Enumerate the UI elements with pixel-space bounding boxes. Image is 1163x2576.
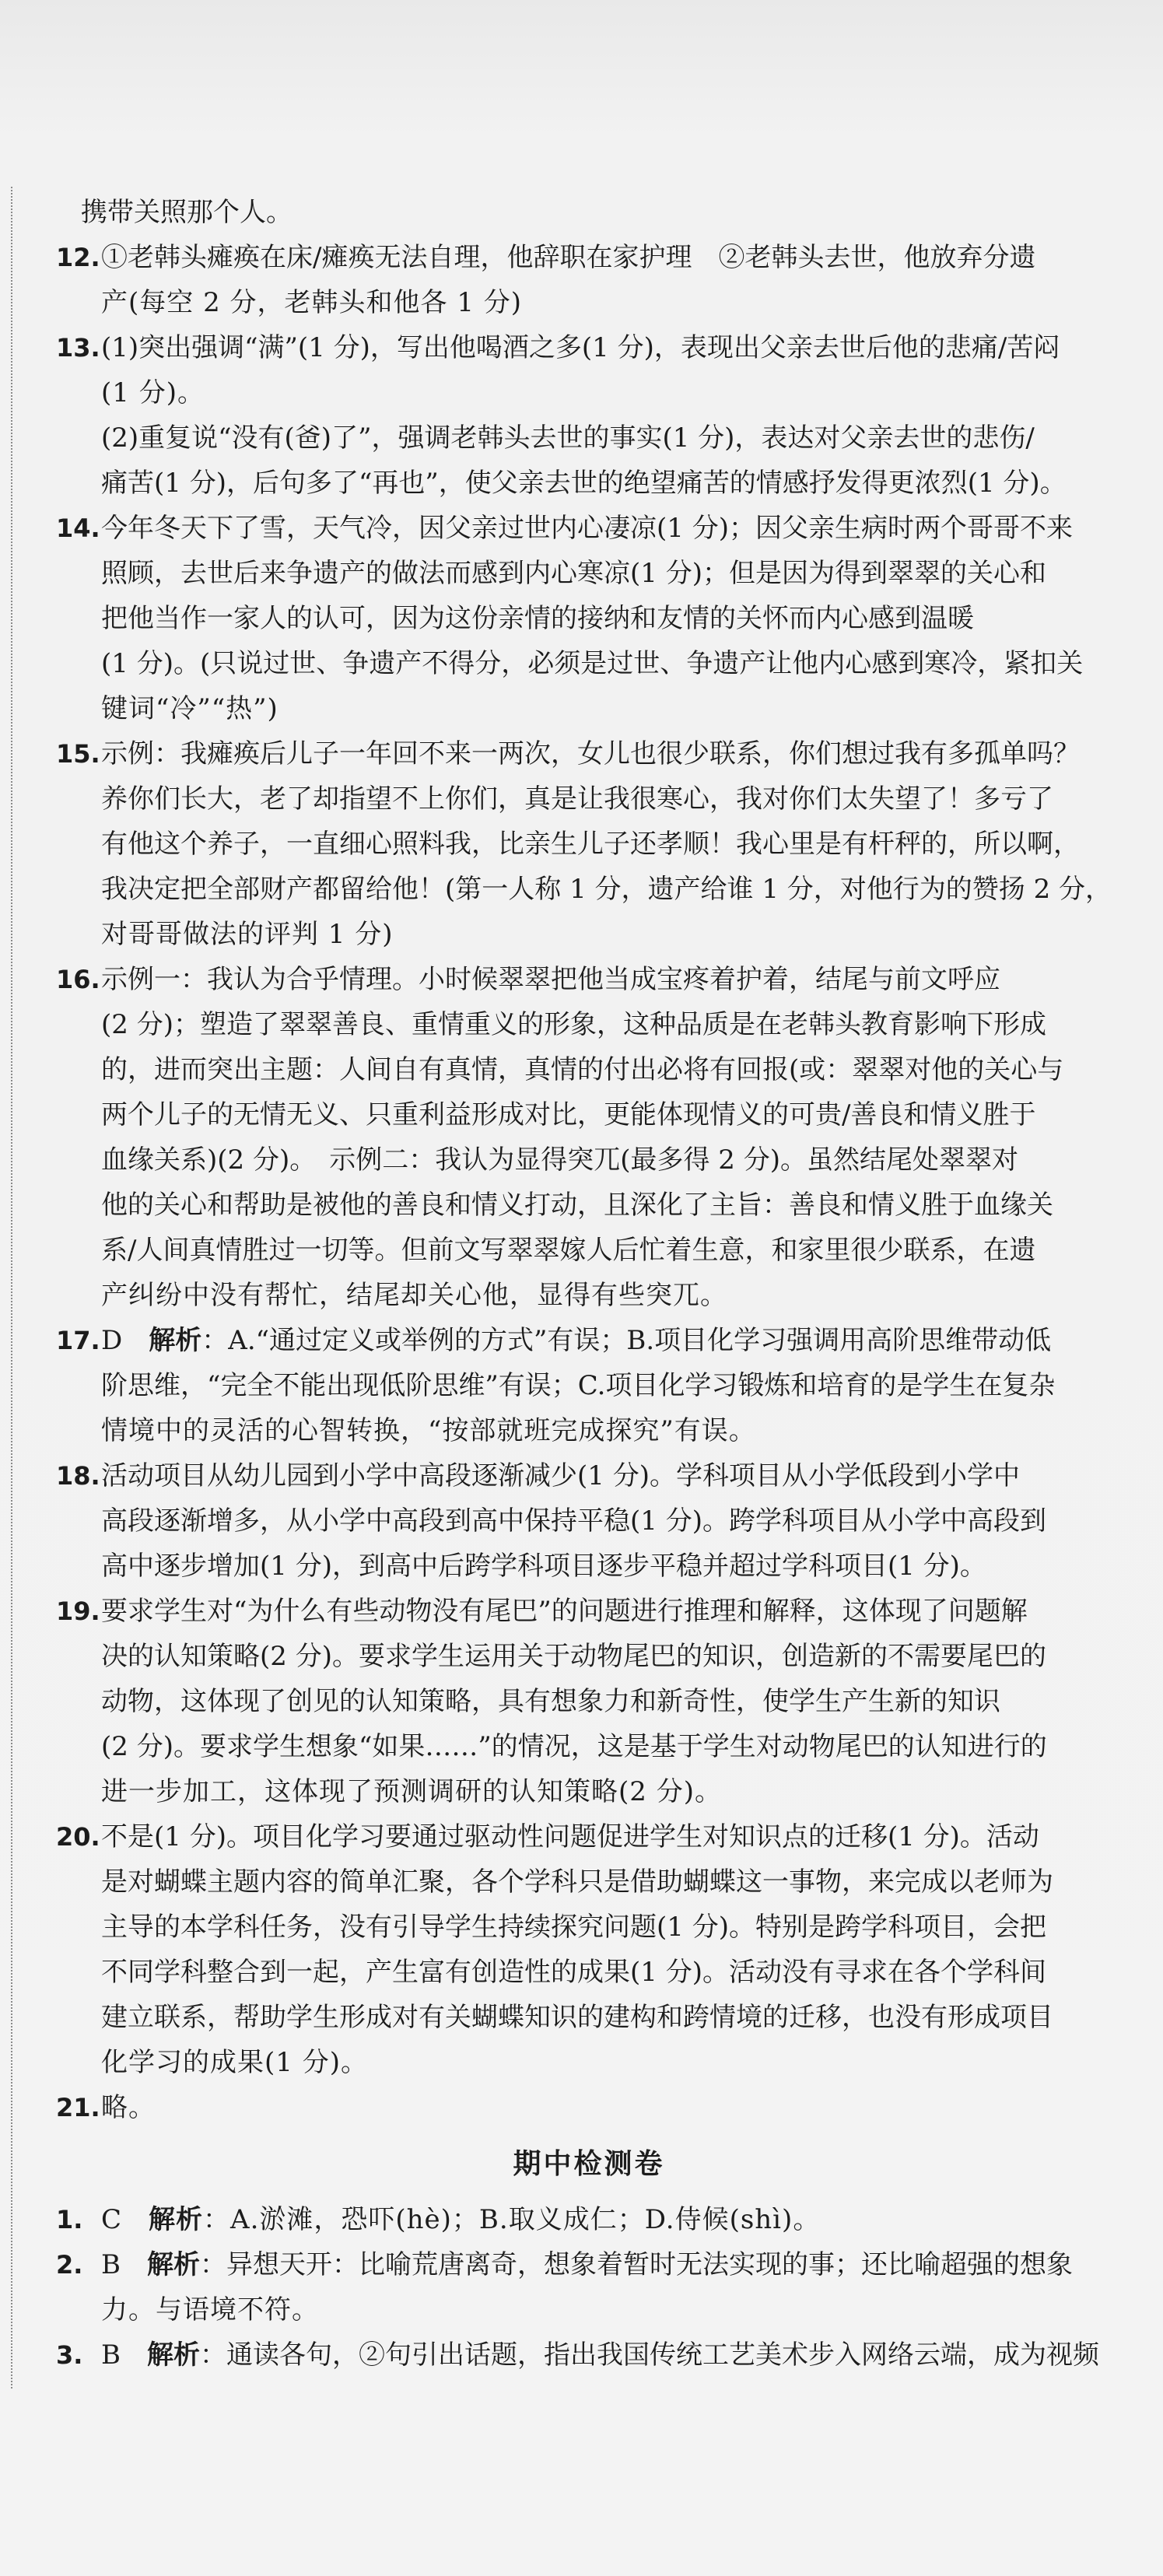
answer-line: 活动项目从幼儿园到小学中高段逐渐减少(1 分)。学科项目从小学低段到小学中 bbox=[101, 1460, 1020, 1491]
question-number: 12. bbox=[56, 243, 100, 272]
page-content bbox=[56, 190, 1122, 2378]
answer-line: (2 分)。要求学生想象“如果……”的情况，这是基于学生对动物尾巴的认知进行的 bbox=[101, 1731, 1047, 1762]
answer-line: 动物，这体现了创见的认知策略，具有想象力和新奇性，使学生产生新的知识 bbox=[101, 1686, 1000, 1717]
answer-line: 主导的本学科任务，没有引导学生持续探究问题(1 分)。特别是跨学科项目，会把 bbox=[101, 1912, 1046, 1943]
mc-answer-1 bbox=[56, 2197, 1122, 2242]
answer-line bbox=[101, 2242, 1122, 2287]
answer-line: 高中逐步增加(1 分)，到高中后跨学科项目逐步平稳并超过学科项目(1 分)。 bbox=[101, 1551, 986, 1582]
answer-choice: B bbox=[101, 2339, 121, 2371]
answer-line: 决的认知策略(2 分)。要求学生运用关于动物尾巴的知识，创造新的不需要尾巴的 bbox=[101, 1641, 1046, 1672]
question-number: 13. bbox=[56, 333, 100, 363]
answer-line: (2)重复说“没有(爸)了”，强调老韩头去世的事实(1 分)，表达对父亲去世的悲伤/ bbox=[101, 422, 1035, 454]
answer-text: ：异想天开：比喻荒唐离奇，想象着暂时无法实现的事；还比喻超强的想象 bbox=[200, 2249, 1073, 2280]
answer-line: 我决定把全部财产都留给他！(第一人称 1 分，遗产给谁 1 分，对他行为的赞扬 2 分， bbox=[101, 874, 1112, 905]
answer-line: 对哥哥做法的评判 1 分) bbox=[101, 919, 394, 950]
binding-margin-line bbox=[11, 187, 12, 2388]
answer-line: 血缘关系)(2 分)。 示例二：我认为显得突兀(最多得 2 分)。虽然结尾处翠翠对 bbox=[101, 1144, 1019, 1176]
mc-answer-2 bbox=[56, 2242, 1122, 2332]
answer-line: (2 分)；塑造了翠翠善良、重情重义的形象，这种品质是在老韩头教育影响下形成 bbox=[101, 1009, 1046, 1040]
answer-line: 不同学科整合到一起，产生富有创造性的成果(1 分)。活动没有寻求在各个学科间 bbox=[101, 1957, 1046, 1988]
question-number: 20. bbox=[56, 1822, 100, 1852]
answer-line: 的，进而突出主题：人间自有真情，真情的付出必将有回报(或：翠翠对他的关心与 bbox=[101, 1054, 1064, 1085]
answer-line: 照顾，去世后来争遗产的做法而感到内心寒凉(1 分)；但是因为得到翠翠的关心和 bbox=[101, 558, 1046, 589]
question-number: 15. bbox=[56, 739, 100, 769]
answer-line: 今年冬天下了雪，天气冷，因父亲过世内心凄凉(1 分)；因父亲生病时两个哥哥不来 bbox=[101, 513, 1073, 544]
answer-17 bbox=[56, 1318, 1122, 1453]
answer-12 bbox=[56, 235, 1122, 325]
answer-line: 阶思维，“完全不能出现低阶思维”有误；C.项目化学习锻炼和培育的是学生在复杂 bbox=[101, 1370, 1056, 1401]
answer-line: 建立联系，帮助学生形成对有关蝴蝶知识的建构和跨情境的迁移，也没有形成项目 bbox=[101, 2002, 1053, 2033]
answer-line: 他的关心和帮助是被他的善良和情义打动，且深化了主旨：善良和情义胜于血缘关 bbox=[101, 1190, 1053, 1221]
answer-18 bbox=[56, 1453, 1122, 1589]
question-number: 18. bbox=[56, 1461, 100, 1491]
answer-14 bbox=[56, 506, 1122, 731]
analysis-label: 解析 bbox=[147, 2249, 200, 2280]
question-number: 3. bbox=[56, 2340, 83, 2370]
answer-line: 略。 bbox=[101, 2092, 156, 2123]
answer-21 bbox=[56, 2085, 1122, 2130]
answer-line: ①老韩头瘫痪在床/瘫痪无法自理，他辞职在家护理 ②老韩头去世，他放弃分遗 bbox=[101, 242, 1036, 273]
answer-line: 痛苦(1 分)，后句多了“再也”，使父亲去世的绝望痛苦的情感抒发得更浓烈(1 分)。 bbox=[101, 468, 1067, 499]
answer-line bbox=[101, 2197, 1122, 2242]
question-number: 2. bbox=[56, 2250, 83, 2280]
answer-line: 养你们长大，老了却指望不上你们，真是让我很寒心，我对你们太失望了！多亏了 bbox=[101, 783, 1053, 815]
analysis-label: 解析 bbox=[147, 2339, 200, 2371]
question-number: 14. bbox=[56, 513, 100, 543]
answer-16 bbox=[56, 957, 1122, 1318]
answer-line: 化学习的成果(1 分)。 bbox=[101, 2047, 368, 2078]
answer-line: 是对蝴蝶主题内容的简单汇聚，各个学科只是借助蝴蝶这一事物，来完成以老师为 bbox=[101, 1866, 1053, 1898]
answer-line: 情境中的灵活的心智转换，“按部就班完成探究”有误。 bbox=[101, 1415, 756, 1446]
question-number: 1. bbox=[56, 2205, 83, 2234]
answer-line: 示例：我瘫痪后儿子一年回不来一两次，女儿也很少联系，你们想过我有多孤单吗？ bbox=[101, 738, 1080, 769]
answer-line bbox=[101, 2332, 1122, 2378]
answer-line: 系/人间真情胜过一切等。但前文写翠翠嫁人后忙着生意，和家里很少联系，在遗 bbox=[101, 1235, 1036, 1266]
answer-line: 要求学生对“为什么有些动物没有尾巴”的问题进行推理和解释，这体现了问题解 bbox=[101, 1596, 1028, 1627]
answer-choice: B bbox=[101, 2249, 121, 2280]
answer-13 bbox=[56, 325, 1122, 506]
answer-line: (1)突出强调“满”(1 分)，写出他喝酒之多(1 分)，表现出父亲去世后他的悲痛/苦闷 bbox=[101, 332, 1060, 363]
answer-line: 进一步加工，这体现了预测调研的认知策略(2 分)。 bbox=[101, 1776, 722, 1807]
question-number: 19. bbox=[56, 1596, 100, 1626]
answer-choice: D bbox=[101, 1325, 123, 1356]
answer-15 bbox=[56, 731, 1122, 957]
analysis-label: 解析 bbox=[149, 1325, 202, 1356]
answer-line: 把他当作一家人的认可，因为这份亲情的接纳和友情的关怀而内心感到温暖 bbox=[101, 603, 974, 634]
answer-line: 不是(1 分)。项目化学习要通过驱动性问题促进学生对知识点的迁移(1 分)。活动 bbox=[101, 1821, 1039, 1852]
answer-text: ：A.“通过定义或举例的方式”有误；B.项目化学习强调用高阶思维带动低 bbox=[201, 1325, 1052, 1356]
answer-text: ：通读各句，②句引出话题，指出我国传统工艺美术步入网络云端，成为视频 bbox=[200, 2339, 1099, 2371]
analysis-label: 解析 bbox=[149, 2204, 204, 2235]
answer-line: 键词“冷”“热”) bbox=[101, 693, 278, 724]
answer-line: 有他这个养子，一直细心照料我，比亲生儿子还孝顺！我心里是有杆秤的，所以啊， bbox=[101, 829, 1080, 860]
section-title: 期中检测卷 bbox=[513, 2148, 665, 2180]
question-number: 21. bbox=[56, 2093, 100, 2122]
answer-line: 两个儿子的无情无义、只重利益形成对比，更能体现情义的可贵/善良和情义胜于 bbox=[101, 1099, 1036, 1130]
answer-20 bbox=[56, 1814, 1122, 2085]
answer-line: 力。与语境不符。 bbox=[101, 2294, 319, 2325]
continuation-line: 携带关照那个人。 bbox=[81, 197, 293, 228]
question-number: 16. bbox=[56, 965, 100, 994]
answer-line: 示例一：我认为合乎情理。小时候翠翠把他当成宝疼着护着，结尾与前文呼应 bbox=[101, 964, 1000, 995]
answer-choice: C bbox=[101, 2204, 123, 2235]
question-number: 17. bbox=[56, 1326, 100, 1355]
answer-line: 产(每空 2 分，老韩头和他各 1 分) bbox=[101, 287, 523, 318]
answer-line: 高段逐渐增多，从小学中高段到高中保持平稳(1 分)。跨学科项目从小学中高段到 bbox=[101, 1505, 1046, 1537]
mc-answer-3 bbox=[56, 2332, 1122, 2378]
answer-line bbox=[101, 1318, 1122, 1363]
answer-text: ：A.淤滩，恐吓(hè)；B.取义成仁；D.侍候(shì)。 bbox=[203, 2204, 821, 2235]
answer-line: (1 分)。 bbox=[101, 377, 205, 408]
answer-line: 产纠纷中没有帮忙，结尾却关心他，显得有些突兀。 bbox=[101, 1280, 727, 1311]
answer-19 bbox=[56, 1589, 1122, 1814]
answer-line: (1 分)。(只说过世、争遗产不得分，必须是过世、争遗产让他内心感到寒冷，紧扣关 bbox=[101, 648, 1084, 679]
